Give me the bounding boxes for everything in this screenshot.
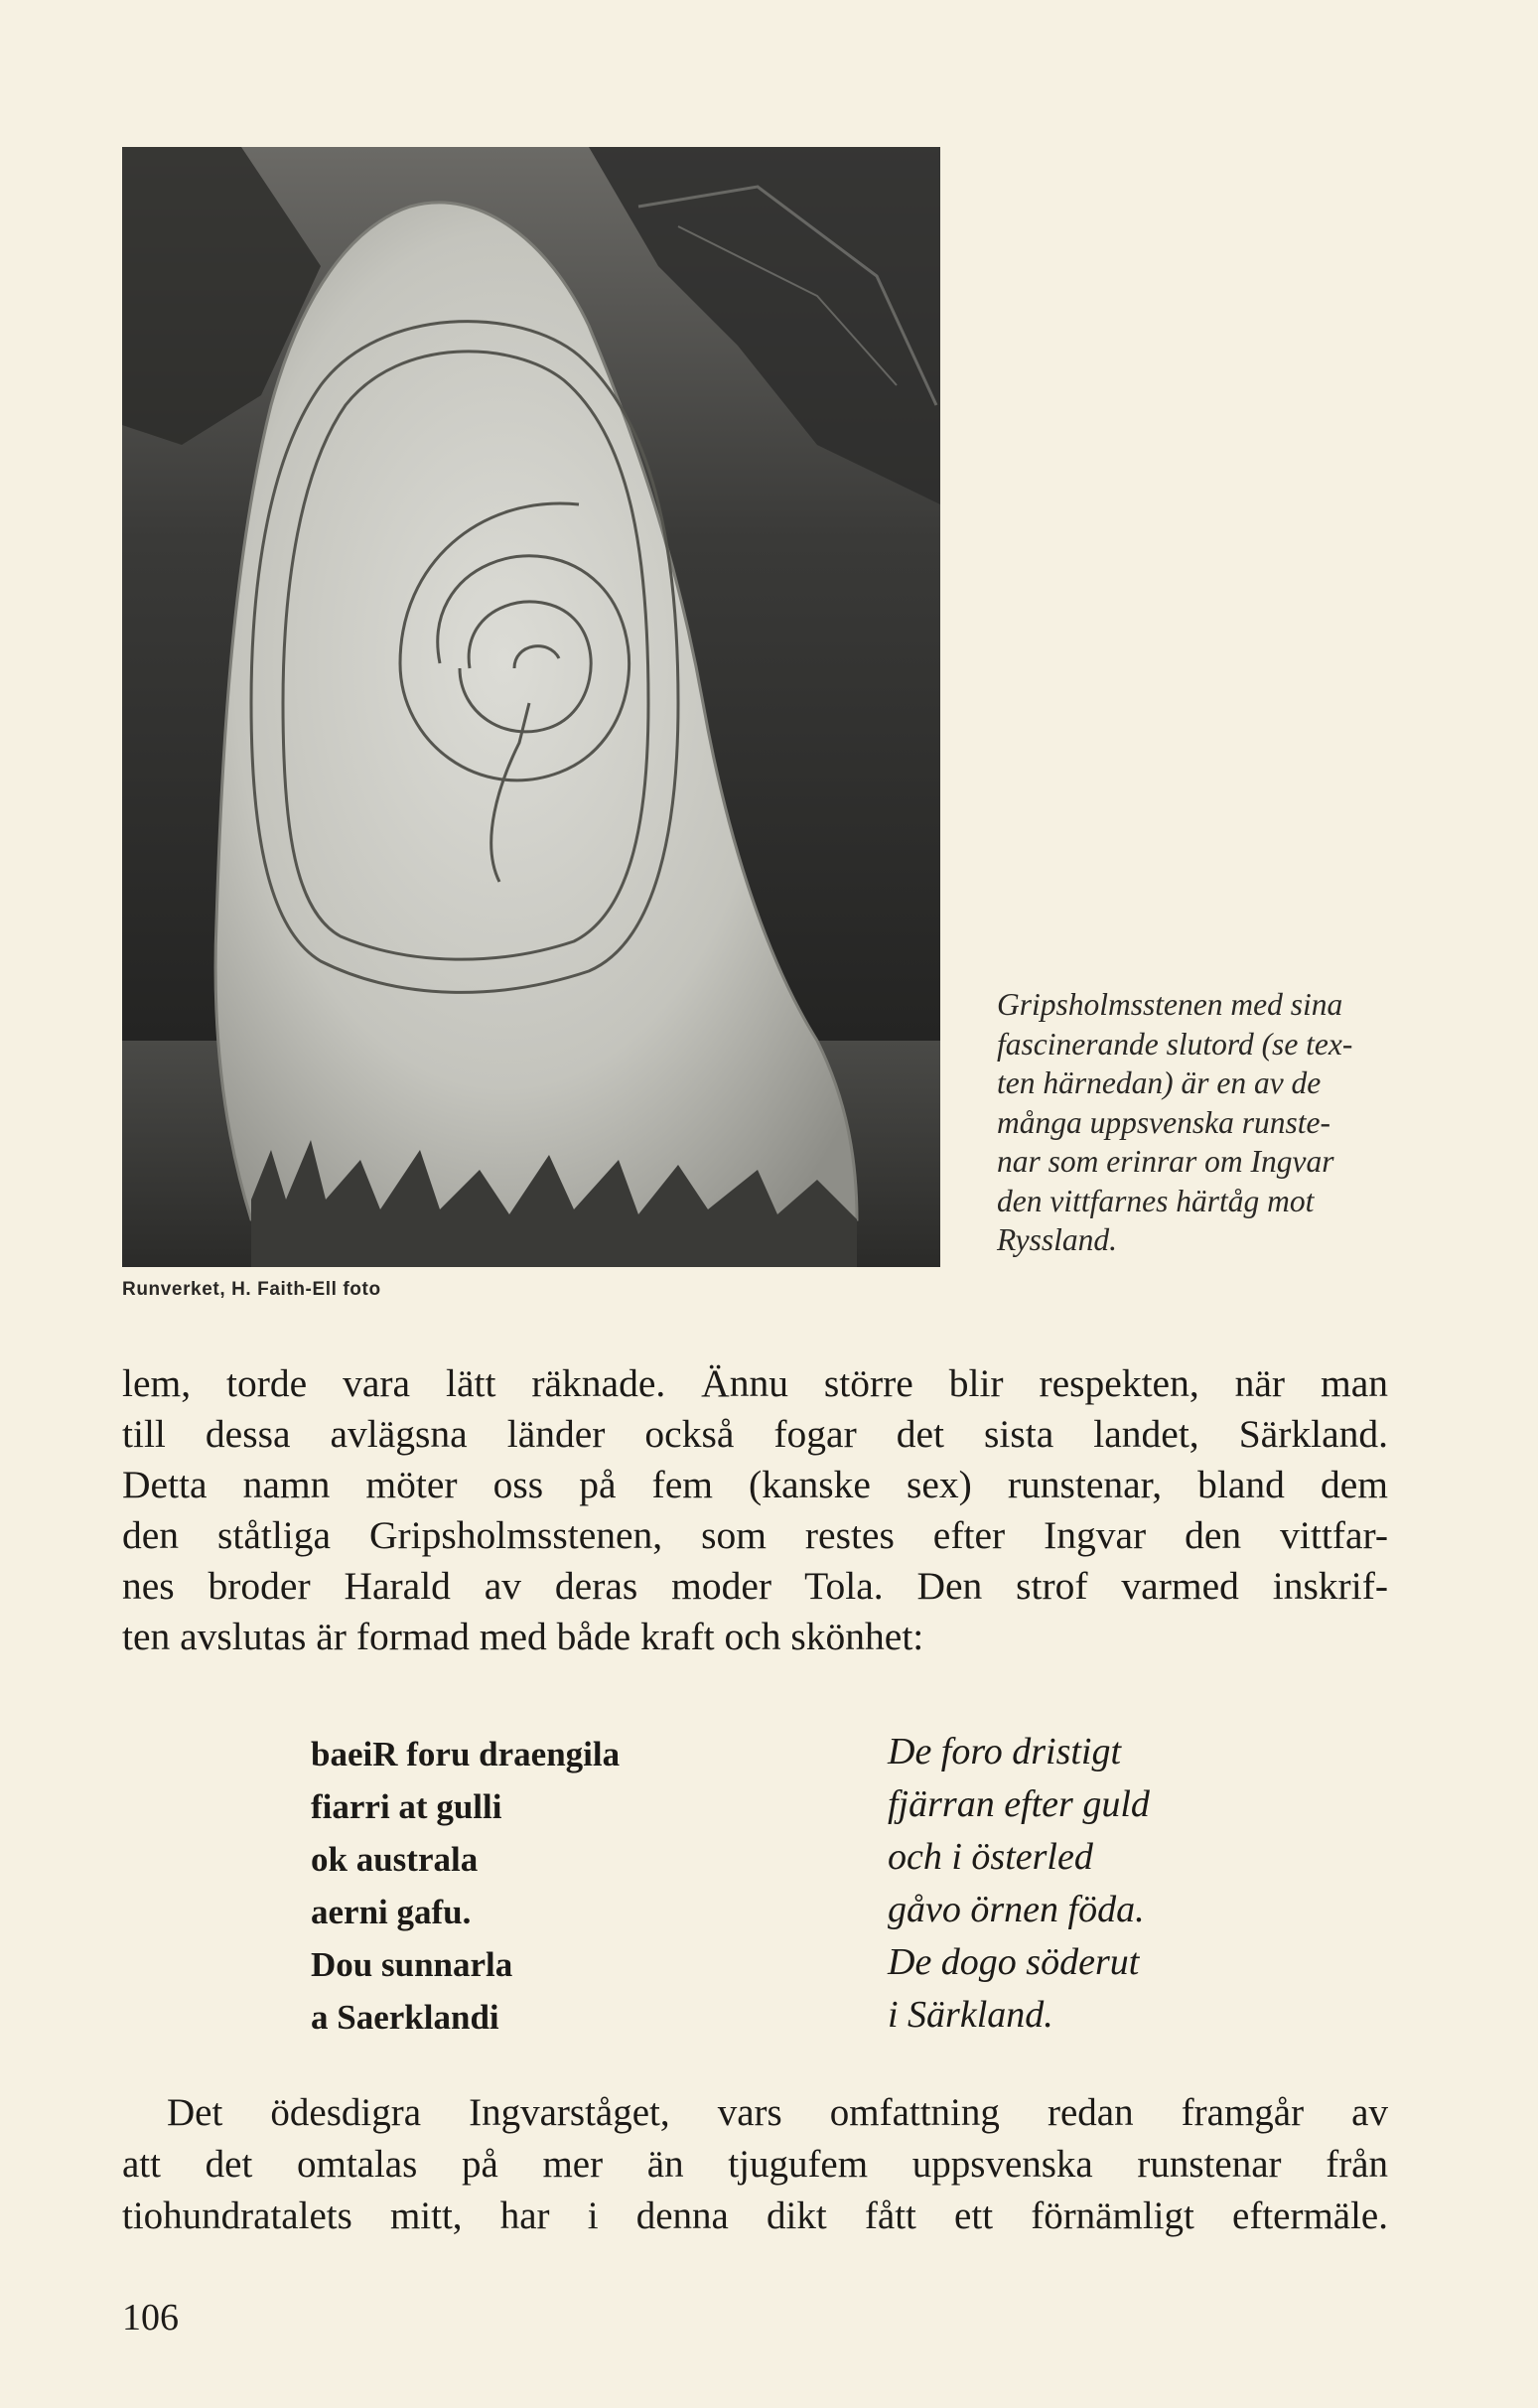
caption-line: många uppsvenska runste- [997, 1104, 1330, 1140]
caption-line: Ryssland. [997, 1222, 1118, 1257]
poem-line: Dou sunnarla [311, 1945, 513, 1984]
photo-credit: Runverket, H. Faith-Ell foto [122, 1279, 381, 1300]
poem-line: De dogo söderut [888, 1941, 1140, 1983]
runestone-photo [122, 147, 940, 1267]
figure-caption [997, 985, 1414, 1260]
closing-paragraph [122, 2087, 1388, 2242]
caption-line: fascinerande slutord (se tex- [997, 1026, 1353, 1062]
body-line: till dessa avlägsna länder också fogar det sista landet, Särkland. [122, 1412, 1388, 1456]
caption-line: den vittfarnes härtåg mot [997, 1183, 1315, 1218]
poem-swedish-translation [888, 1726, 1150, 2042]
poem-line: i Särkland. [888, 1994, 1053, 2036]
poem-line: a Saerklandi [311, 1998, 499, 2037]
closing-line: tiohundratalets mitt, har i denna dikt fått ett förnämligt eftermäle. [122, 2195, 1388, 2237]
body-line: den ståtliga Gripsholmsstenen, som restes efter Ingvar den vittfar- [122, 1513, 1388, 1557]
caption-line: ten härnedan) är en av de [997, 1065, 1322, 1100]
caption-line: Gripsholmsstenen med sina [997, 987, 1343, 1022]
body-line: nes broder Harald av deras moder Tola. Den strof varmed inskrif- [122, 1564, 1388, 1608]
poem-line: fiarri at gulli [311, 1787, 502, 1826]
poem-line: och i österled [888, 1836, 1093, 1878]
page-number: 106 [122, 2297, 179, 2338]
closing-line: Det ödesdigra Ingvarståget, vars omfattning redan framgår av [167, 2091, 1388, 2134]
body-line: ten avslutas är formad med både kraft och skönhet: [122, 1615, 924, 1658]
poem-line: gåvo örnen föda. [888, 1889, 1145, 1930]
caption-line: nar som erinrar om Ingvar [997, 1144, 1334, 1179]
poem-line: fjärran efter guld [888, 1783, 1150, 1825]
body-line: lem, torde vara lätt räknade. Ännu större blir respekten, när man [122, 1361, 1388, 1405]
runestone-image [122, 147, 940, 1267]
body-paragraph [122, 1358, 1388, 1662]
poem-runic-transliteration [311, 1728, 620, 2044]
poem-line: De foro dristigt [888, 1731, 1122, 1772]
poem-line: ok australa [311, 1840, 479, 1879]
body-line: Detta namn möter oss på fem (kanske sex) runstenar, bland dem [122, 1463, 1388, 1506]
poem-line: aerni gafu. [311, 1893, 472, 1931]
poem-line: baeiR foru draengila [311, 1735, 621, 1773]
closing-line: att det omtalas på mer än tjugufem uppsvenska runstenar från [122, 2143, 1388, 2186]
